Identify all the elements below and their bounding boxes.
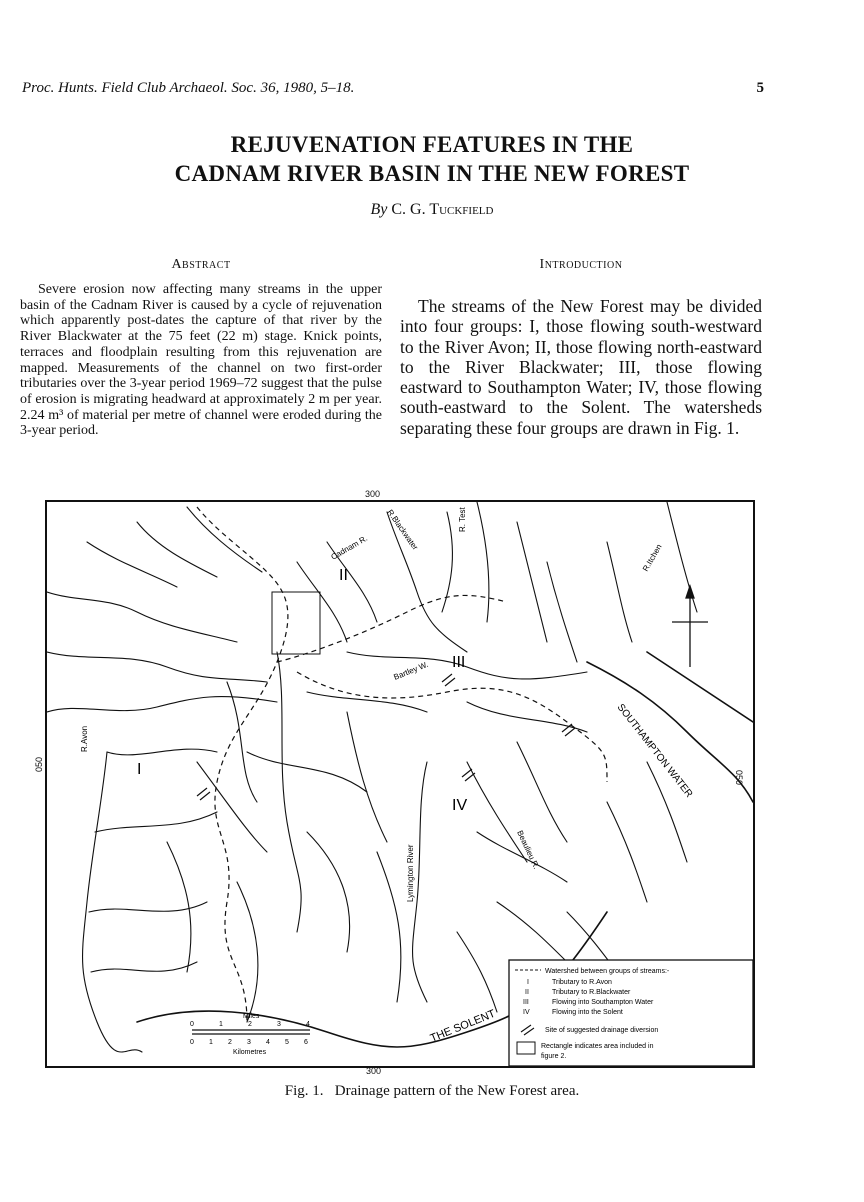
scale-km-tick: 3 xyxy=(247,1039,251,1046)
legend-rectangle-label-2: figure 2. xyxy=(541,1053,567,1060)
stream xyxy=(517,522,547,642)
grid-label-top: 300 xyxy=(365,489,381,499)
stream xyxy=(477,502,489,622)
stream xyxy=(307,832,350,952)
drainage-map xyxy=(45,500,755,1068)
stream xyxy=(377,852,401,1002)
legend-group-I-label: Tributary to R.Avon xyxy=(552,979,612,986)
legend-rectangle-label-1: Rectangle indicates area included in xyxy=(541,1043,654,1050)
diversion-icon xyxy=(462,769,475,781)
label-r-test: R. Test xyxy=(458,507,467,532)
stream xyxy=(347,652,587,679)
legend-numeral-I: I xyxy=(527,979,529,986)
watershed xyxy=(197,507,288,1022)
legend-numeral-II: II xyxy=(525,989,529,996)
figure-caption: Fig. 1. Drainage pattern of the New Forest area. xyxy=(284,1083,580,1099)
page-number: 5 xyxy=(756,80,764,96)
legend-group-IV-label: Flowing into the Solent xyxy=(552,1009,623,1016)
stream xyxy=(237,882,258,1022)
label-bartley-w: Bartley W. xyxy=(392,659,430,682)
stream xyxy=(387,512,467,652)
abstract-text: Severe erosion now affecting many streams in the upper basin of the Cadnam River is caused by a cycle of rejuvenation which apparently post-dates the capture of that river by the River Blackwater at the 75 feet (22 m) stage. Knick points, terraces and floodplain resulting from this rejuvenation are mapped. Measurements of the channel on two first-order tributaries over the 3-year period 1969–72 suggest that the pulse of erosion is migrating headward at approximately 2 m per year. 2.24 m³ of material per metre of channel were eroded during the 3-year period. xyxy=(20,282,382,439)
label-r-itchen: R.Itchen xyxy=(640,542,664,573)
legend-group-III-label: Flowing into Southampton Water xyxy=(552,999,654,1006)
legend-watershed-label: Watershed between groups of streams:- xyxy=(545,968,670,975)
stream xyxy=(91,962,197,972)
stream xyxy=(247,752,367,792)
stream xyxy=(95,812,217,832)
label-the-solent: THE SOLENT xyxy=(428,1007,498,1045)
watershed xyxy=(297,672,607,782)
group-label-IV: IV xyxy=(452,797,468,814)
group-label-II: II xyxy=(339,567,348,584)
stream xyxy=(187,507,262,572)
stream xyxy=(277,652,301,932)
stream xyxy=(607,542,632,642)
watershed-lines xyxy=(197,507,607,1022)
scale-miles-label: Miles xyxy=(243,1013,260,1020)
stream xyxy=(197,762,267,852)
stream xyxy=(137,522,217,577)
byline xyxy=(0,201,864,219)
byline-by: By xyxy=(370,201,388,218)
scale-km-tick: 2 xyxy=(228,1039,232,1046)
scale-km-tick: 0 xyxy=(190,1039,194,1046)
running-head xyxy=(22,80,764,97)
introduction-block xyxy=(400,296,762,438)
stream xyxy=(47,652,267,682)
stream xyxy=(607,802,647,902)
stream xyxy=(547,562,577,662)
article-title-line-1: REJUVENATION FEATURES IN THE xyxy=(230,132,634,157)
scale-mile-tick: 1 xyxy=(219,1021,223,1028)
scale-km-tick: 1 xyxy=(209,1039,213,1046)
map-legend xyxy=(509,960,753,1066)
stream xyxy=(307,692,427,712)
diversion-icon xyxy=(197,788,210,800)
scale-km-tick: 6 xyxy=(304,1039,308,1046)
journal-citation: Proc. Hunts. Field Club Archaeol. Soc. 36, 1980, 5–18. xyxy=(22,80,355,96)
label-cadnam-r: Cadnam R. xyxy=(329,533,370,562)
abstract-block xyxy=(20,282,382,439)
stream xyxy=(47,697,277,712)
label-lymington-river: Lymington River xyxy=(406,844,415,902)
legend-group-II-label: Tributary to R.Blackwater xyxy=(552,989,631,996)
stream xyxy=(497,902,567,962)
abstract-heading: Abstract xyxy=(171,257,231,272)
scale-km-tick: 4 xyxy=(266,1039,270,1046)
scale-km-tick: 5 xyxy=(285,1039,289,1046)
north-arrow xyxy=(672,586,708,667)
scale-mile-tick: 0 xyxy=(190,1021,194,1028)
label-southampton-water: SOUTHAMPTON WATER xyxy=(614,702,695,800)
grid-label-right: 050 xyxy=(734,770,744,786)
scale-mile-tick: 3 xyxy=(277,1021,281,1028)
introduction-text: The streams of the New Forest may be divided into four groups: I, those flowing south-westward to the River Avon; II, those flowing north-eastward to the River Blackwater; III, those flowing eastward to Southampton Water; IV, those flowing south-eastward to the Solent. The watersheds separating these four groups are drawn in Fig. 1. xyxy=(400,296,762,438)
grid-label-left: 050 xyxy=(34,756,44,772)
stream xyxy=(467,762,527,862)
watershed xyxy=(277,595,507,662)
stream xyxy=(47,592,237,642)
group-label-I: I xyxy=(137,761,142,778)
scale-km-label: Kilometres xyxy=(233,1049,267,1056)
coastline xyxy=(647,652,753,722)
legend-numeral-III: III xyxy=(523,999,529,1006)
stream xyxy=(517,742,567,842)
stream xyxy=(167,842,191,972)
stream xyxy=(83,752,142,1052)
drainage-map-svg xyxy=(47,502,753,1066)
label-r-blackwater: R.Blackwater xyxy=(385,507,420,552)
diversion-icon xyxy=(442,674,455,686)
legend-diversion-label: Site of suggested drainage diversion xyxy=(545,1027,659,1034)
scale-bar xyxy=(190,1013,310,1056)
label-r-avon: R.Avon xyxy=(80,725,89,752)
diversion-marks xyxy=(197,674,575,800)
author-name: C. G. Tuckfield xyxy=(391,201,494,218)
figure-2-area-rectangle xyxy=(272,592,320,654)
coastline xyxy=(587,662,753,802)
legend-numeral-IV: IV xyxy=(523,1009,530,1016)
label-beaulieu-r: Beaulieu R. xyxy=(515,829,541,871)
stream xyxy=(87,542,177,587)
grid-label-bottom: 300 xyxy=(366,1066,382,1076)
scale-mile-tick: 2 xyxy=(248,1021,252,1028)
stream xyxy=(467,702,587,732)
group-label-III: III xyxy=(452,654,466,671)
scale-mile-tick: 4 xyxy=(306,1021,310,1028)
stream xyxy=(107,749,217,755)
stream xyxy=(227,682,257,802)
article-title-line-2: CADNAM RIVER BASIN IN THE NEW FOREST xyxy=(174,161,690,186)
stream xyxy=(347,712,387,842)
stream xyxy=(457,932,497,1012)
introduction-heading: Introduction xyxy=(539,257,623,272)
